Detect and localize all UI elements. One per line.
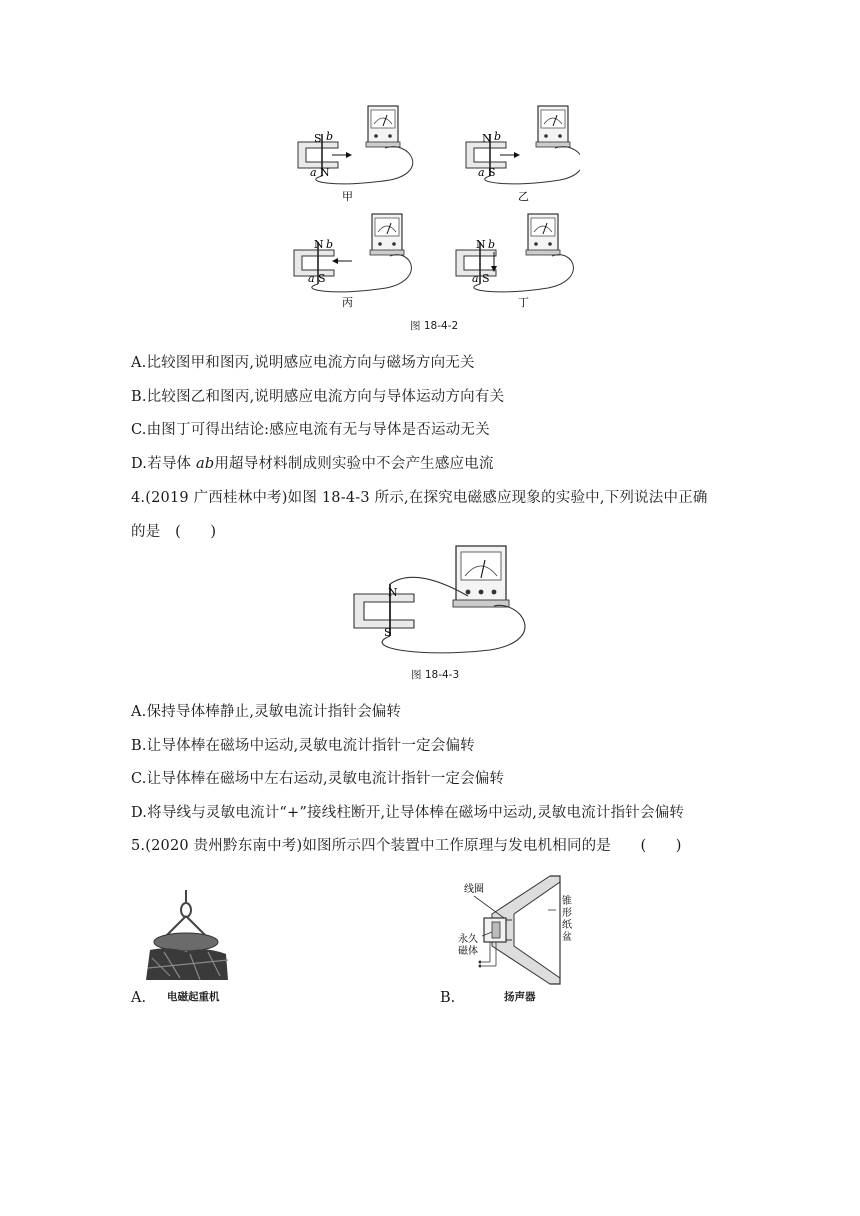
circuit-wire — [382, 605, 525, 652]
fig-18-4-3-bottom-pole: S — [384, 626, 392, 639]
panel-yi — [466, 106, 580, 203]
speaker-cone-label-3: 纸 — [562, 920, 572, 931]
q3-option-d-suffix: 用超导材料制成则实验中不会产生感应电流 — [214, 456, 494, 472]
speaker-caption: 扬声器 — [504, 991, 536, 1003]
speaker-magnet-label-2: 磁体 — [458, 946, 478, 957]
speaker-cone-label-2: 形 — [562, 908, 572, 919]
yi-label: 乙 — [518, 190, 529, 203]
q4-option-b: B.让导体棒在磁场中运动,灵敏电流计指针一定会偏转 — [131, 738, 475, 754]
figure-18-4-2-caption: 图 18-4-2 — [410, 320, 459, 332]
fig-18-4-3-top-pole: N — [388, 586, 398, 599]
ding-bottom-pole: S — [482, 272, 490, 285]
q3-option-d-var: ab — [196, 456, 215, 472]
q4-option-a: A.保持导体棒静止,灵敏电流计指针会偏转 — [131, 704, 402, 720]
crane-image — [140, 888, 240, 988]
speaker-cone-label-1: 锥 — [562, 896, 572, 907]
galvanometer — [453, 546, 509, 607]
panel-jia — [298, 106, 413, 203]
speaker-magnet-label-1: 永久 — [458, 934, 478, 945]
yi-a-label: a — [478, 166, 485, 179]
ding-a-label: a — [472, 272, 479, 285]
q3-option-a: A.比较图甲和图丙,说明感应电流方向与磁场方向无关 — [131, 355, 475, 371]
horseshoe-magnet — [354, 594, 414, 628]
ding-b-label: b — [488, 238, 496, 251]
yi-top-pole: N — [482, 132, 492, 145]
q5-stem: 5.(2020 贵州黔东南中考)如图所示四个装置中工作原理与发电机相同的是 ( ) — [131, 838, 682, 854]
bing-a-label: a — [308, 272, 315, 285]
q4-option-d: D.将导线与灵敏电流计“+”接线柱断开,让导体棒在磁场中运动,灵敏电流计指针会偏转 — [131, 805, 685, 821]
q3-option-d-prefix: D.若导体 — [131, 456, 197, 472]
panel-bing — [294, 214, 411, 309]
ding-label: 丁 — [518, 296, 529, 309]
q3-option-d — [131, 452, 494, 473]
yi-bottom-pole: S — [488, 166, 496, 179]
jia-a-label: a — [310, 166, 317, 179]
q3-option-c: C.由图丁可得出结论:感应电流有无与导体是否运动无关 — [131, 422, 490, 438]
bing-label: 丙 — [342, 296, 353, 309]
jia-b-label: b — [326, 130, 334, 143]
speaker-coil-label: 线圈 — [464, 884, 484, 895]
q4-option-c: C.让导体棒在磁场中左右运动,灵敏电流计指针一定会偏转 — [131, 771, 505, 787]
option-a-label: A. — [131, 990, 147, 1006]
figure-18-4-3-caption: 图 18-4-3 — [411, 669, 460, 681]
bing-b-label: b — [326, 238, 334, 251]
bing-bottom-pole: S — [318, 272, 326, 285]
ding-top-pole: N — [476, 238, 486, 251]
crane-caption: 电磁起重机 — [167, 991, 220, 1003]
speaker-diagram — [452, 870, 592, 1000]
jia-bottom-pole: N — [320, 166, 330, 179]
speaker-cone-label-4: 盆 — [562, 932, 572, 943]
jia-top-pole: S — [314, 132, 322, 145]
yi-b-label: b — [494, 130, 502, 143]
figure-18-4-2 — [280, 100, 580, 310]
q4-stem-line2: 的是 ( ) — [131, 524, 217, 540]
panel-ding — [456, 214, 573, 309]
bing-top-pole: N — [314, 238, 324, 251]
option-b-label: B. — [440, 990, 456, 1006]
jia-label: 甲 — [342, 190, 353, 203]
q3-option-b: B.比较图乙和图丙,说明感应电流方向与导体运动方向有关 — [131, 389, 505, 405]
figure-18-4-3 — [350, 540, 530, 660]
q4-stem-line1: 4.(2019 广西桂林中考)如图 18-4-3 所示,在探究电磁感应现象的实验中,下列说法中正确 — [131, 490, 708, 506]
